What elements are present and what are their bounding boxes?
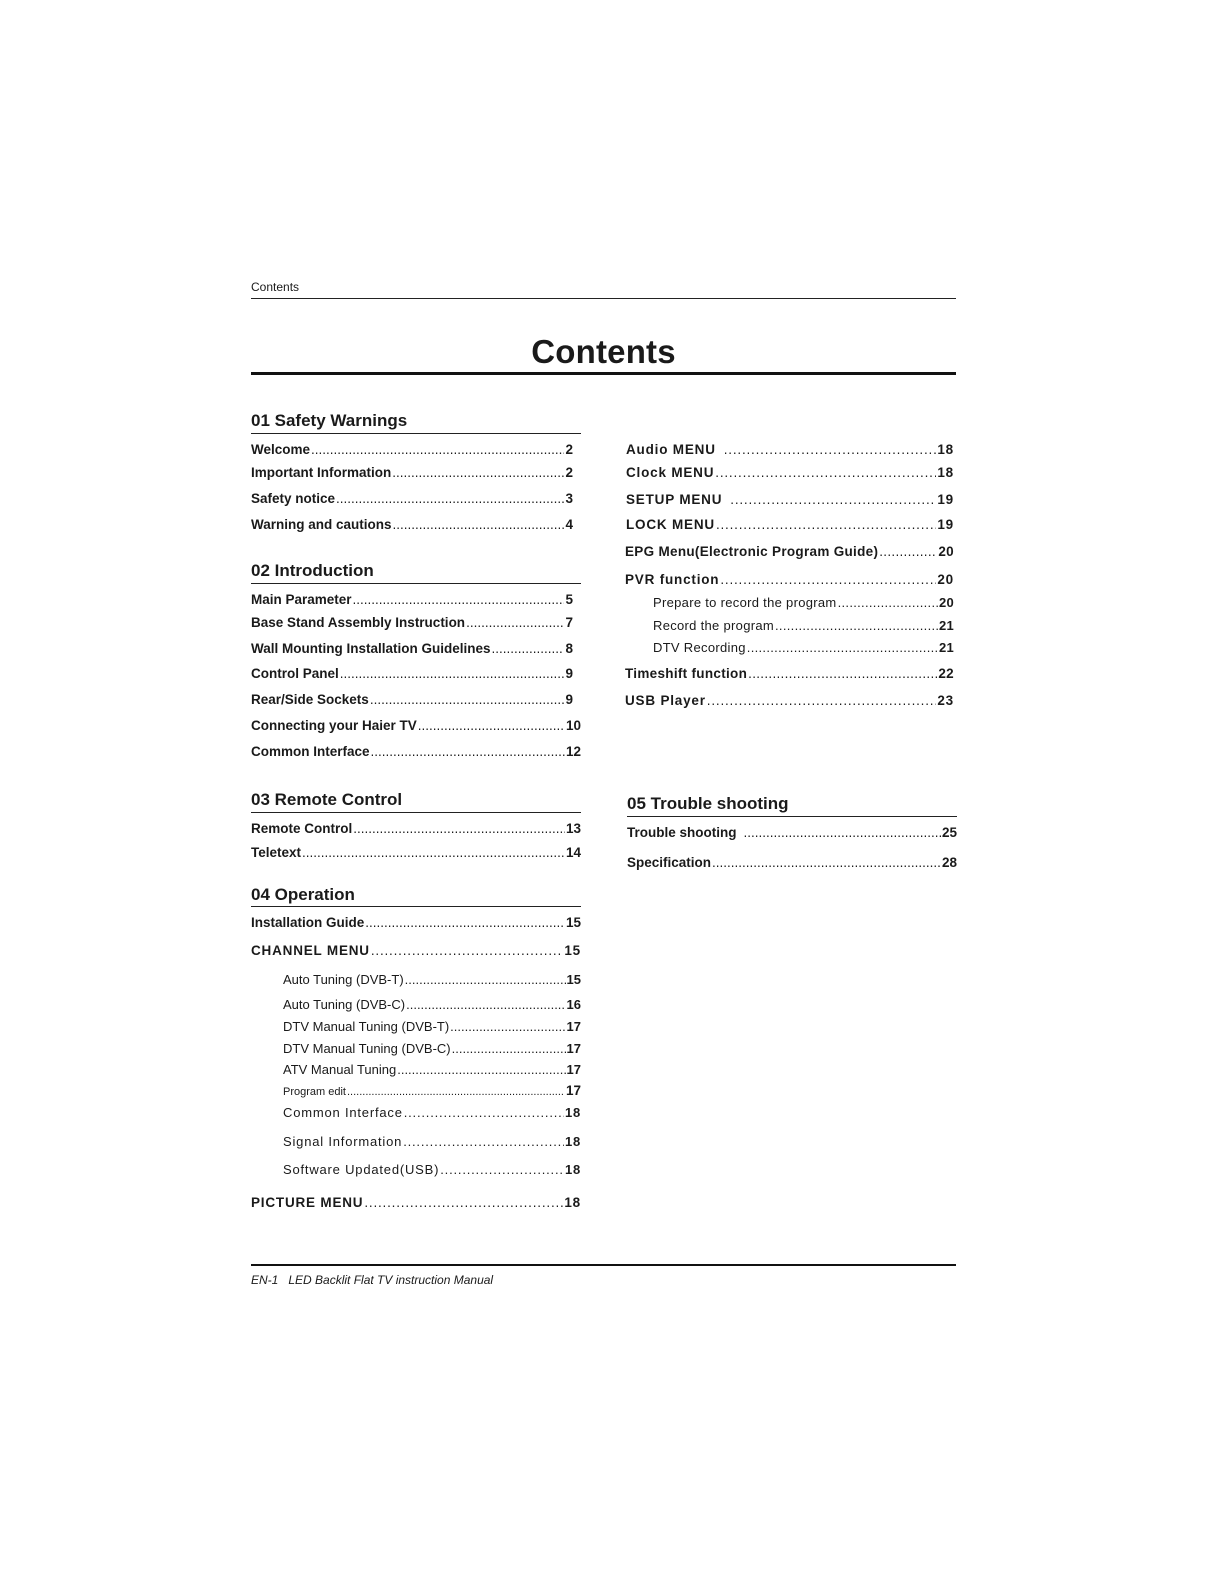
section-heading-operation: 04 Operation [251,885,355,904]
running-head: Contents [251,280,300,294]
section-rule [251,433,581,434]
section-rule [251,906,581,907]
toc-entry-auto-tuning-dvb-c[interactable]: Auto Tuning (DVB-C) ..... 16 [283,997,581,1013]
section-rule [251,812,581,813]
toc-entry-signal-information[interactable]: Signal Information ..... 18 [283,1134,581,1150]
toc-entry-wall-mounting[interactable]: Wall Mounting Installation Guidelines ..... 8 [251,641,573,657]
toc-entry-audio-menu[interactable]: Audio MENU ..... 18 [626,442,954,458]
toc-entry-picture-menu[interactable]: PICTURE MENU ..... 18 [251,1195,581,1211]
toc-entry-trouble-shooting[interactable]: Trouble shooting ..... 25 [627,825,957,841]
toc-entry-remote-control[interactable]: Remote Control ..... 13 [251,821,581,837]
toc-entry-clock-menu[interactable]: Clock MENU ..... 18 [626,465,954,481]
toc-entry-software-updated-usb[interactable]: Software Updated(USB) ..... 18 [283,1162,581,1178]
toc-entry-pvr-function[interactable]: PVR function ..... 20 [625,572,954,588]
toc-entry-setup-menu[interactable]: SETUP MENU ..... 19 [626,492,954,508]
section-heading-safety-warnings: 01 Safety Warnings [251,411,408,430]
toc-entry-prepare-to-record[interactable]: Prepare to record the program ..... 20 [653,595,954,611]
footer [251,1273,493,1287]
section-rule [251,583,581,584]
toc-entry-teletext[interactable]: Teletext ..... 14 [251,845,581,861]
toc-entry-warning-and-cautions[interactable]: Warning and cautions ..... 4 [251,517,573,533]
toc-entry-atv-manual-tuning[interactable]: ATV Manual Tuning ..... 17 [283,1062,581,1078]
toc-entry-epg-menu[interactable]: EPG Menu(Electronic Program Guide) ..... 20 [625,544,954,560]
header-rule [251,298,956,299]
toc-entry-record-the-program[interactable]: Record the program ..... 21 [653,618,954,634]
page-title: Contents [531,333,676,370]
toc-entry-installation-guide[interactable]: Installation Guide ..... 15 [251,915,581,931]
toc-entry-main-parameter[interactable]: Main Parameter ..... 5 [251,592,573,608]
toc-entry-program-edit[interactable]: Program edit ..... 17 [283,1083,581,1100]
footer-rule [251,1264,956,1266]
toc-entry-channel-menu[interactable]: CHANNEL MENU ..... 15 [251,943,581,959]
section-rule [627,816,957,817]
footer-page-id: EN-1 [251,1273,279,1287]
toc-entry-rear-side-sockets[interactable]: Rear/Side Sockets ..... 9 [251,692,573,708]
toc-entry-lock-menu[interactable]: LOCK MENU ..... 19 [626,517,954,533]
footer-manual-title: LED Backlit Flat TV instruction Manual [288,1273,494,1287]
toc-entry-base-stand-assembly[interactable]: Base Stand Assembly Instruction ..... 7 [251,615,573,631]
toc-entry-timeshift-function[interactable]: Timeshift function ..... 22 [625,666,954,682]
toc-entry-dtv-manual-tuning-dvb-t[interactable]: DTV Manual Tuning (DVB-T) ..... 17 [283,1019,581,1035]
toc-entry-welcome[interactable]: Welcome ..... 2 [251,442,573,458]
toc-entry-dtv-manual-tuning-dvb-c[interactable]: DTV Manual Tuning (DVB-C) ..... 17 [283,1041,581,1057]
title-rule [251,372,956,375]
toc-entry-control-panel[interactable]: Control Panel ..... 9 [251,666,573,682]
toc-entry-common-interface-sub[interactable]: Common Interface ..... 18 [283,1105,581,1121]
section-heading-trouble-shooting: 05 Trouble shooting [627,794,789,813]
toc-entry-important-information[interactable]: Important Information ..... 2 [251,465,573,481]
toc-entry-usb-player[interactable]: USB Player ..... 23 [625,693,954,709]
toc-entry-dtv-recording[interactable]: DTV Recording ..... 21 [653,640,954,656]
toc-entry-specification[interactable]: Specification ..... 28 [627,855,957,871]
section-heading-introduction: 02 Introduction [251,561,374,580]
toc-entry-auto-tuning-dvb-t[interactable]: Auto Tuning (DVB-T) ..... 15 [283,972,581,988]
toc-entry-safety-notice[interactable]: Safety notice ..... 3 [251,491,573,507]
toc-entry-common-interface[interactable]: Common Interface ..... 12 [251,744,581,760]
toc-entry-connecting-haier-tv[interactable]: Connecting your Haier TV ..... 10 [251,718,581,734]
section-heading-remote-control: 03 Remote Control [251,790,403,809]
